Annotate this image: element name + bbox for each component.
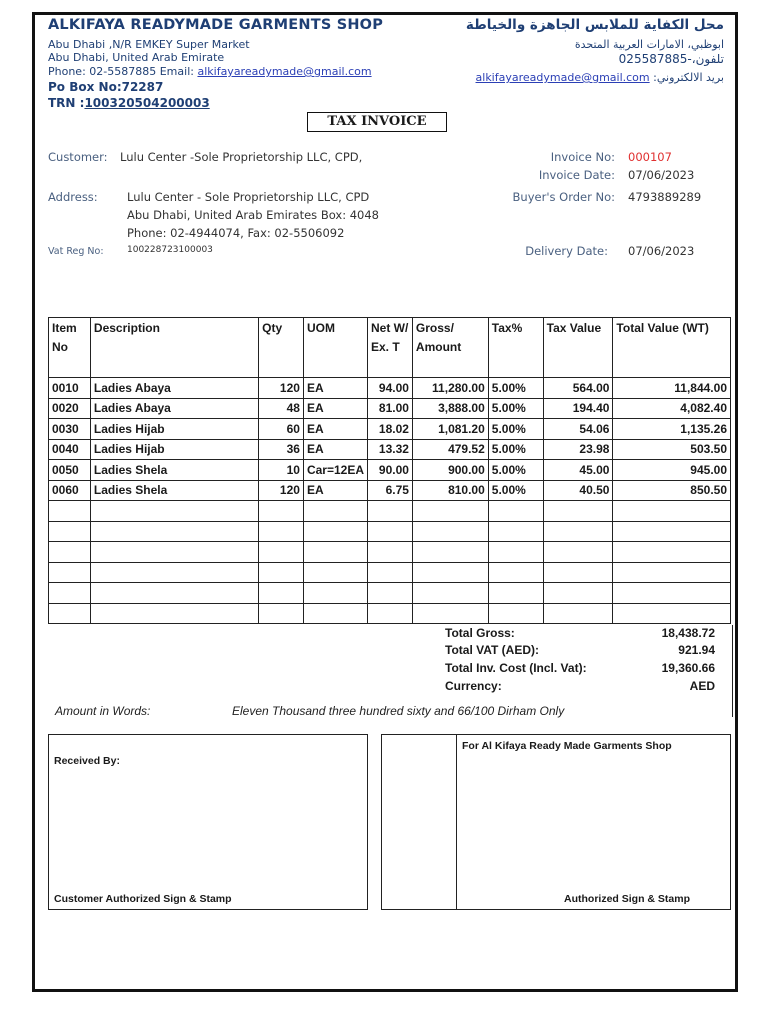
- cell-description: Ladies Hijab: [90, 419, 258, 440]
- empty-table-row: [49, 501, 731, 522]
- header-total-value: Total Value (WT): [613, 318, 731, 378]
- amount-in-words-value: Eleven Thousand three hundred sixty and 66/100 Dirham Only: [232, 704, 565, 718]
- customer-sign-label: Customer Authorized Sign & Stamp: [54, 893, 232, 905]
- table-row: [49, 460, 731, 481]
- cell-gross: 1,081.20: [412, 419, 488, 440]
- empty-cell: [259, 603, 304, 624]
- cell-description: Ladies Shela: [90, 460, 258, 481]
- empty-cell: [543, 583, 613, 604]
- cell-uom: EA: [303, 378, 367, 399]
- company-email-link[interactable]: alkifayareadymade@gmail.com: [197, 65, 372, 78]
- cell-qty: 36: [259, 439, 304, 460]
- cell-net: 18.02: [368, 419, 413, 440]
- cell-tax-value: 23.98: [543, 439, 613, 460]
- cell-gross: 11,280.00: [412, 378, 488, 399]
- empty-cell: [303, 501, 367, 522]
- invoice-no-label: Invoice No:: [550, 150, 615, 164]
- address-line1: Lulu Center - Sole Proprietorship LLC, CPD: [127, 190, 370, 204]
- cell-qty: 120: [259, 480, 304, 501]
- address-label: Address:: [48, 190, 98, 204]
- empty-cell: [368, 501, 413, 522]
- company-trn: [48, 96, 210, 110]
- table-row: [49, 378, 731, 399]
- empty-cell: [488, 521, 543, 542]
- cell-description: Ladies Shela: [90, 480, 258, 501]
- total-cost-label: Total Inv. Cost (Incl. Vat):: [445, 661, 587, 675]
- empty-cell: [543, 562, 613, 583]
- empty-cell: [90, 501, 258, 522]
- delivery-date-label: Delivery Date:: [525, 244, 608, 258]
- company-email-label-arabic: بريد الالكتروني:: [653, 71, 724, 84]
- cell-total-value: 4,082.40: [613, 398, 731, 419]
- table-row: [49, 419, 731, 440]
- cell-qty: 10: [259, 460, 304, 481]
- empty-cell: [368, 583, 413, 604]
- cell-item-no: 0050: [49, 460, 91, 481]
- cell-description: Ladies Abaya: [90, 398, 258, 419]
- empty-cell: [613, 521, 731, 542]
- buyer-order-label: Buyer's Order No:: [512, 190, 615, 204]
- empty-cell: [613, 501, 731, 522]
- empty-cell: [412, 562, 488, 583]
- empty-cell: [303, 583, 367, 604]
- empty-cell: [368, 521, 413, 542]
- empty-cell: [90, 583, 258, 604]
- company-signature-box: [381, 734, 731, 910]
- buyer-order-value: 4793889289: [628, 190, 702, 204]
- empty-cell: [49, 521, 91, 542]
- cell-tax-pct: 5.00%: [488, 378, 543, 399]
- invoice-date-label: Invoice Date:: [538, 168, 615, 182]
- cell-tax-pct: 5.00%: [488, 419, 543, 440]
- cell-qty: 48: [259, 398, 304, 419]
- empty-cell: [259, 583, 304, 604]
- empty-table-row: [49, 562, 731, 583]
- empty-cell: [488, 501, 543, 522]
- total-vat-value: 921.94: [678, 643, 715, 657]
- empty-cell: [543, 603, 613, 624]
- company-trn-label: TRN :: [48, 96, 85, 110]
- cell-gross: 479.52: [412, 439, 488, 460]
- cell-tax-value: 40.50: [543, 480, 613, 501]
- cell-item-no: 0060: [49, 480, 91, 501]
- table-row: [49, 398, 731, 419]
- cell-item-no: 0010: [49, 378, 91, 399]
- total-gross-label: Total Gross:: [445, 626, 515, 640]
- delivery-date-value: 07/06/2023: [628, 244, 695, 258]
- cell-item-no: 0020: [49, 398, 91, 419]
- cell-tax-value: 54.06: [543, 419, 613, 440]
- cell-net: 94.00: [368, 378, 413, 399]
- company-address-line2: Abu Dhabi, United Arab Emirate: [48, 51, 225, 64]
- cell-item-no: 0040: [49, 439, 91, 460]
- empty-cell: [90, 521, 258, 542]
- cell-gross: 900.00: [412, 460, 488, 481]
- received-by-label: Received By:: [54, 755, 120, 767]
- company-phone-email: [48, 65, 372, 78]
- cell-tax-value: 45.00: [543, 460, 613, 481]
- empty-cell: [412, 603, 488, 624]
- header-tax-value: Tax Value: [543, 318, 613, 378]
- header-description: Description: [90, 318, 258, 378]
- empty-cell: [412, 501, 488, 522]
- company-email-link-arabic[interactable]: alkifayareadymade@gmail.com: [475, 71, 650, 84]
- header-item-no: Item No: [49, 318, 91, 378]
- cell-qty: 60: [259, 419, 304, 440]
- cell-total-value: 945.00: [613, 460, 731, 481]
- empty-cell: [259, 542, 304, 563]
- address-line2: Abu Dhabi, United Arab Emirates Box: 4048: [127, 208, 379, 222]
- empty-table-row: [49, 603, 731, 624]
- items-table: [48, 317, 731, 624]
- empty-table-row: [49, 521, 731, 542]
- empty-cell: [412, 583, 488, 604]
- empty-table-row: [49, 542, 731, 563]
- company-phone-arabic: تلفون،-025587885: [618, 52, 724, 66]
- company-po-box: Po Box No:72287: [48, 80, 164, 94]
- header-qty: Qty: [259, 318, 304, 378]
- company-address-arabic: ابوظبي، الامارات العربية المتحدة: [574, 38, 724, 51]
- empty-cell: [412, 521, 488, 542]
- empty-cell: [49, 542, 91, 563]
- empty-cell: [90, 603, 258, 624]
- cell-tax-pct: 5.00%: [488, 439, 543, 460]
- cell-net: 13.32: [368, 439, 413, 460]
- empty-cell: [303, 562, 367, 583]
- empty-cell: [368, 542, 413, 563]
- empty-cell: [49, 562, 91, 583]
- cell-gross: 3,888.00: [412, 398, 488, 419]
- cell-uom: EA: [303, 398, 367, 419]
- cell-description: Ladies Abaya: [90, 378, 258, 399]
- empty-cell: [543, 542, 613, 563]
- empty-cell: [303, 521, 367, 542]
- cell-description: Ladies Hijab: [90, 439, 258, 460]
- empty-cell: [368, 562, 413, 583]
- company-phone: Phone: 02-5587885 Email:: [48, 65, 194, 78]
- header-gross: Gross/ Amount: [412, 318, 488, 378]
- vat-reg-label: Vat Reg No:: [48, 246, 104, 257]
- document-title: TAX INVOICE: [307, 112, 447, 132]
- cell-item-no: 0030: [49, 419, 91, 440]
- empty-cell: [303, 603, 367, 624]
- empty-cell: [488, 542, 543, 563]
- for-company-label: For Al Kifaya Ready Made Garments Shop: [462, 740, 672, 752]
- company-address-line1: Abu Dhabi ,N/R EMKEY Super Market: [48, 38, 250, 51]
- empty-cell: [543, 501, 613, 522]
- authorized-sign-label: Authorized Sign & Stamp: [564, 893, 690, 905]
- invoice-no-value: 000107: [628, 150, 672, 164]
- cell-net: 6.75: [368, 480, 413, 501]
- empty-cell: [613, 562, 731, 583]
- cell-net: 90.00: [368, 460, 413, 481]
- customer-label: Customer:: [48, 150, 108, 164]
- table-row: [49, 439, 731, 460]
- empty-cell: [49, 603, 91, 624]
- signature-divider: [456, 734, 457, 910]
- header-net: Net W/ Ex. T: [368, 318, 413, 378]
- currency-label: Currency:: [445, 679, 502, 693]
- table-header-row: [49, 318, 731, 378]
- cell-tax-value: 564.00: [543, 378, 613, 399]
- empty-cell: [412, 542, 488, 563]
- cell-total-value: 503.50: [613, 439, 731, 460]
- cell-uom: Car=12EA: [303, 460, 367, 481]
- company-name-arabic: محل الكفاية للملابس الجاهزة والخياطة: [465, 17, 724, 33]
- total-gross-value: 18,438.72: [661, 626, 715, 640]
- company-trn-value: 100320504200003: [84, 96, 210, 110]
- header-tax-pct: Tax%: [488, 318, 543, 378]
- invoice-date-value: 07/06/2023: [628, 168, 695, 182]
- cell-net: 81.00: [368, 398, 413, 419]
- cell-uom: EA: [303, 419, 367, 440]
- empty-cell: [613, 583, 731, 604]
- cell-tax-value: 194.40: [543, 398, 613, 419]
- empty-cell: [259, 521, 304, 542]
- total-vat-label: Total VAT (AED):: [445, 643, 539, 657]
- empty-cell: [259, 562, 304, 583]
- empty-cell: [488, 603, 543, 624]
- table-row: [49, 480, 731, 501]
- empty-cell: [368, 603, 413, 624]
- company-name: ALKIFAYA READYMADE GARMENTS SHOP: [48, 17, 384, 33]
- empty-cell: [259, 501, 304, 522]
- empty-cell: [613, 542, 731, 563]
- cell-total-value: 11,844.00: [613, 378, 731, 399]
- empty-cell: [90, 562, 258, 583]
- cell-tax-pct: 5.00%: [488, 460, 543, 481]
- empty-cell: [613, 603, 731, 624]
- cell-uom: EA: [303, 480, 367, 501]
- total-cost-value: 19,360.66: [661, 661, 715, 675]
- currency-value: AED: [689, 679, 715, 693]
- cell-qty: 120: [259, 378, 304, 399]
- empty-table-row: [49, 583, 731, 604]
- cell-total-value: 1,135.26: [613, 419, 731, 440]
- cell-total-value: 850.50: [613, 480, 731, 501]
- cell-tax-pct: 5.00%: [488, 398, 543, 419]
- empty-cell: [303, 542, 367, 563]
- customer-name: Lulu Center -Sole Proprietorship LLC, CPD,: [120, 150, 363, 164]
- empty-cell: [488, 583, 543, 604]
- vat-reg-value: 100228723100003: [127, 245, 213, 255]
- cell-uom: EA: [303, 439, 367, 460]
- empty-cell: [49, 501, 91, 522]
- cell-tax-pct: 5.00%: [488, 480, 543, 501]
- cell-gross: 810.00: [412, 480, 488, 501]
- empty-cell: [90, 542, 258, 563]
- company-email-arabic: [476, 71, 724, 84]
- address-line3: Phone: 02-4944074, Fax: 02-5506092: [127, 226, 345, 240]
- header-uom: UOM: [303, 318, 367, 378]
- empty-cell: [49, 583, 91, 604]
- amount-in-words-label: Amount in Words:: [55, 704, 151, 718]
- empty-cell: [543, 521, 613, 542]
- empty-cell: [488, 562, 543, 583]
